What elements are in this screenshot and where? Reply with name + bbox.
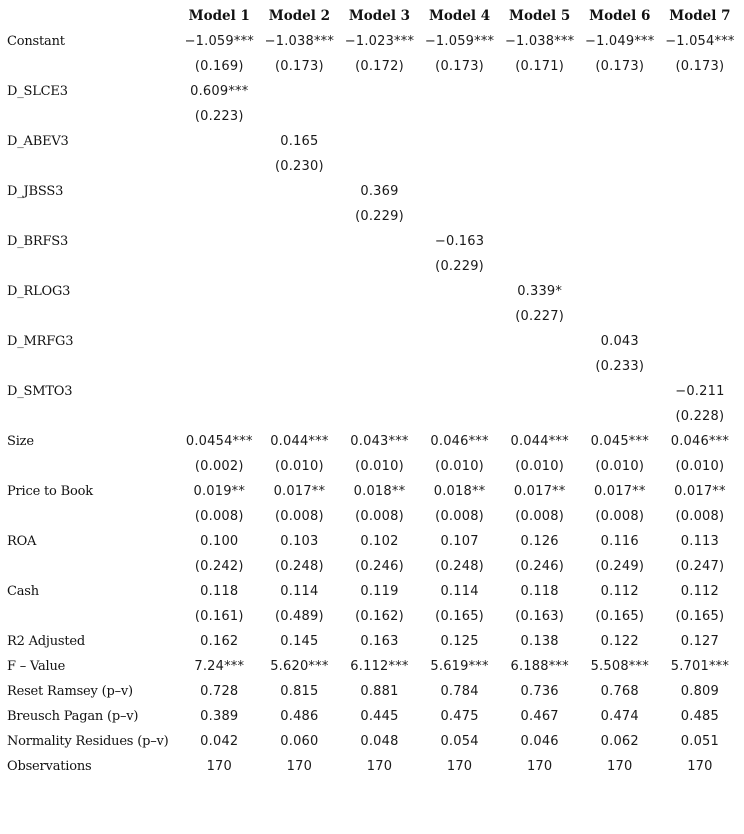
std-error-cell	[259, 204, 339, 229]
coefficient-cell	[179, 129, 259, 154]
coefficient-cell	[500, 129, 580, 154]
table-row	[0, 79, 740, 104]
std-error-cell	[339, 304, 419, 329]
coefficient-cell	[660, 229, 740, 254]
row-label	[0, 354, 179, 379]
coefficient-cell: 0.815	[280, 684, 319, 699]
std-error-cell	[500, 354, 580, 379]
std-error-cell	[420, 204, 500, 229]
std-error-cell: (0.008)	[515, 509, 565, 524]
coefficient-cell: 0.474	[600, 709, 639, 724]
coefficient-cell: 0.467	[520, 709, 559, 724]
std-error-cell: (0.228)	[675, 409, 725, 424]
coefficient-cell: 0.122	[600, 634, 639, 649]
coefficient-cell: 0.116	[600, 534, 639, 549]
coefficient-cell: 0.114	[440, 584, 479, 599]
std-error-cell	[179, 304, 259, 329]
table-row	[0, 379, 740, 404]
coefficient-cell: 0.389	[200, 709, 239, 724]
coefficient-cell	[179, 329, 259, 354]
std-error-cell: (0.008)	[595, 509, 645, 524]
table-row	[0, 679, 740, 704]
coefficient-cell: 0.339*	[517, 284, 563, 299]
header-model-7: Model 7	[669, 8, 731, 24]
coefficient-cell: 0.107	[440, 534, 479, 549]
std-error-cell	[580, 254, 660, 279]
std-error-cell	[420, 104, 500, 129]
std-error-cell	[500, 204, 580, 229]
coefficient-cell: 0.018**	[353, 484, 406, 499]
row-label: D_JBSS3	[7, 184, 64, 199]
row-label: ROA	[7, 534, 37, 549]
std-error-cell: (0.229)	[435, 259, 484, 274]
coefficient-cell: 0.018**	[433, 484, 486, 499]
coefficient-cell: 0.145	[280, 634, 319, 649]
coefficient-cell	[259, 279, 339, 304]
coefficient-cell: 0.881	[360, 684, 399, 699]
std-error-cell: (0.010)	[595, 459, 645, 474]
coefficient-cell: 0.017**	[513, 484, 566, 499]
header-model-1: Model 1	[188, 8, 250, 24]
coefficient-cell: 0.103	[280, 534, 319, 549]
row-label	[0, 104, 179, 129]
std-error-cell: (0.173)	[595, 59, 645, 74]
coefficient-cell: 0.445	[360, 709, 399, 724]
coefficient-cell: 0.043	[600, 334, 639, 349]
coefficient-cell: −1.038***	[504, 34, 575, 49]
coefficient-cell	[500, 329, 580, 354]
row-label: D_SLCE3	[7, 84, 68, 99]
std-error-cell	[179, 154, 259, 179]
std-error-cell	[660, 254, 740, 279]
std-error-cell: (0.246)	[355, 559, 404, 574]
coefficient-cell: 0.112	[680, 584, 719, 599]
coefficient-cell	[580, 379, 660, 404]
coefficient-cell: 0.119	[360, 584, 399, 599]
row-label: F – Value	[7, 659, 66, 674]
header-model-5: Model 5	[509, 8, 571, 24]
std-error-cell: (0.248)	[274, 559, 324, 574]
table-row-std-error	[0, 54, 740, 79]
std-error-cell: (0.010)	[274, 459, 324, 474]
coefficient-cell: 170	[607, 759, 633, 774]
std-error-cell	[500, 154, 580, 179]
std-error-cell	[420, 354, 500, 379]
table-row	[0, 479, 740, 504]
coefficient-cell: 0.042	[200, 734, 239, 749]
std-error-cell: (0.173)	[274, 59, 324, 74]
coefficient-cell	[179, 379, 259, 404]
std-error-cell: (0.008)	[675, 509, 725, 524]
std-error-cell	[339, 154, 419, 179]
coefficient-cell: 0.118	[200, 584, 239, 599]
std-error-cell: (0.247)	[675, 559, 725, 574]
std-error-cell	[500, 104, 580, 129]
table-row	[0, 429, 740, 454]
coefficient-cell: 0.475	[440, 709, 479, 724]
coefficient-cell	[259, 79, 339, 104]
row-label: Size	[7, 434, 34, 449]
table-row-std-error	[0, 604, 740, 629]
coefficient-cell: 5.619***	[430, 659, 489, 674]
row-label: Observations	[7, 759, 92, 774]
coefficient-cell	[660, 79, 740, 104]
header-model-4: Model 4	[428, 8, 491, 24]
coefficient-cell	[339, 79, 419, 104]
table-row	[0, 179, 740, 204]
coefficient-cell: 0.125	[440, 634, 479, 649]
std-error-cell	[660, 304, 740, 329]
std-error-cell	[580, 304, 660, 329]
table-row-std-error	[0, 404, 740, 429]
header-model-6: Model 6	[589, 8, 651, 24]
header-model-2: Model 2	[268, 8, 330, 24]
row-label: Breusch Pagan (p–v)	[7, 709, 139, 724]
table-row-std-error	[0, 304, 740, 329]
row-label	[0, 304, 179, 329]
std-error-cell: (0.002)	[194, 459, 244, 474]
table-row-std-error	[0, 254, 740, 279]
table-row	[0, 654, 740, 679]
std-error-cell	[259, 304, 339, 329]
std-error-cell: (0.227)	[515, 309, 565, 324]
coefficient-cell	[580, 179, 660, 204]
coefficient-cell	[660, 279, 740, 304]
std-error-cell: (0.008)	[435, 509, 484, 524]
coefficient-cell: −1.023***	[344, 34, 415, 49]
coefficient-cell: 0.017**	[273, 484, 326, 499]
coefficient-cell: 0.060	[280, 734, 319, 749]
coefficient-cell: 0.046***	[430, 434, 489, 449]
std-error-cell: (0.162)	[355, 609, 404, 624]
coefficient-cell: 0.019**	[193, 484, 246, 499]
table-row	[0, 29, 740, 54]
coefficient-cell: 0.728	[200, 684, 239, 699]
coefficient-cell: 0.486	[280, 709, 319, 724]
coefficient-cell: 6.188***	[510, 659, 569, 674]
std-error-cell: (0.161)	[194, 609, 244, 624]
coefficient-cell	[580, 279, 660, 304]
std-error-cell	[580, 204, 660, 229]
coefficient-cell	[179, 229, 259, 254]
std-error-cell	[580, 154, 660, 179]
std-error-cell: (0.173)	[675, 59, 725, 74]
coefficient-cell: 6.112***	[350, 659, 409, 674]
std-error-cell	[420, 154, 500, 179]
std-error-cell	[179, 354, 259, 379]
coefficient-cell: −1.038***	[264, 34, 335, 49]
coefficient-cell: 0.162	[200, 634, 239, 649]
coefficient-cell	[339, 229, 419, 254]
coefficient-cell	[420, 329, 500, 354]
row-label: R2 Adjusted	[7, 634, 86, 649]
table-row	[0, 729, 740, 754]
table-row	[0, 754, 740, 779]
std-error-cell	[339, 254, 419, 279]
row-label	[0, 404, 179, 429]
coefficient-cell: 0.062	[600, 734, 639, 749]
coefficient-cell	[420, 279, 500, 304]
std-error-cell	[580, 404, 660, 429]
std-error-cell	[660, 104, 740, 129]
row-label	[0, 54, 179, 79]
table-row-std-error	[0, 154, 740, 179]
table-header	[0, 4, 740, 29]
std-error-cell: (0.010)	[435, 459, 484, 474]
std-error-cell: (0.173)	[435, 59, 484, 74]
std-error-cell: (0.165)	[595, 609, 645, 624]
row-label	[0, 254, 179, 279]
coefficient-cell: 5.508***	[590, 659, 649, 674]
coefficient-cell	[500, 179, 580, 204]
std-error-cell	[339, 354, 419, 379]
coefficient-cell	[580, 129, 660, 154]
coefficient-cell	[500, 229, 580, 254]
std-error-cell	[500, 254, 580, 279]
table-row-std-error	[0, 554, 740, 579]
coefficient-cell: 170	[286, 759, 313, 774]
coefficient-cell	[500, 379, 580, 404]
coefficient-cell: −1.049***	[585, 34, 655, 49]
std-error-cell: (0.223)	[194, 109, 244, 124]
coefficient-cell: 0.046	[520, 734, 559, 749]
regression-results-table	[0, 4, 740, 779]
coefficient-cell: 0.102	[360, 534, 399, 549]
coefficient-cell: 5.620***	[270, 659, 329, 674]
table-row-std-error	[0, 504, 740, 529]
std-error-cell	[259, 104, 339, 129]
row-label: D_SMTO3	[7, 384, 73, 399]
std-error-cell: (0.171)	[515, 59, 565, 74]
std-error-cell	[179, 204, 259, 229]
header-row	[0, 4, 740, 29]
coefficient-cell	[580, 229, 660, 254]
coefficient-cell	[660, 179, 740, 204]
std-error-cell: (0.165)	[435, 609, 484, 624]
row-label	[0, 604, 179, 629]
std-error-cell	[259, 354, 339, 379]
coefficient-cell	[580, 79, 660, 104]
coefficient-cell: 0.163	[360, 634, 399, 649]
table-body	[0, 29, 740, 779]
std-error-cell	[660, 354, 740, 379]
std-error-cell: (0.169)	[194, 59, 244, 74]
coefficient-cell: 0.138	[520, 634, 559, 649]
table-row-std-error	[0, 454, 740, 479]
std-error-cell: (0.165)	[675, 609, 725, 624]
coefficient-cell: 170	[526, 759, 553, 774]
coefficient-cell	[660, 329, 740, 354]
coefficient-cell: 7.24***	[194, 659, 245, 674]
std-error-cell: (0.248)	[435, 559, 484, 574]
coefficient-cell: 0.127	[680, 634, 719, 649]
std-error-cell	[420, 304, 500, 329]
coefficient-cell: 0.044***	[510, 434, 569, 449]
table-row	[0, 579, 740, 604]
table-row	[0, 529, 740, 554]
table-row	[0, 629, 740, 654]
coefficient-cell	[660, 129, 740, 154]
row-label: Cash	[7, 584, 39, 599]
table-row-std-error	[0, 104, 740, 129]
row-label: D_ABEV3	[7, 134, 69, 149]
std-error-cell	[259, 254, 339, 279]
coefficient-cell: 0.369	[360, 184, 399, 199]
coefficient-cell	[179, 179, 259, 204]
std-error-cell: (0.008)	[194, 509, 244, 524]
coefficient-cell: 0.112	[600, 584, 639, 599]
coefficient-cell: 0.017**	[593, 484, 646, 499]
coefficient-cell: 0.768	[600, 684, 639, 699]
coefficient-cell: 0.114	[280, 584, 319, 599]
coefficient-cell: −1.059***	[184, 34, 254, 49]
std-error-cell	[179, 404, 259, 429]
table-row-std-error	[0, 354, 740, 379]
std-error-cell: (0.229)	[355, 209, 404, 224]
row-label: Price to Book	[7, 484, 93, 499]
coefficient-cell	[420, 179, 500, 204]
std-error-cell	[259, 404, 339, 429]
std-error-cell: (0.249)	[595, 559, 645, 574]
std-error-cell	[420, 404, 500, 429]
coefficient-cell: 170	[206, 759, 232, 774]
coefficient-cell	[420, 79, 500, 104]
std-error-cell: (0.489)	[274, 609, 324, 624]
table-row	[0, 279, 740, 304]
coefficient-cell	[500, 79, 580, 104]
coefficient-cell: 0.044***	[270, 434, 329, 449]
coefficient-cell: 0.0454***	[185, 434, 253, 449]
coefficient-cell	[259, 229, 339, 254]
coefficient-cell: 0.113	[680, 534, 719, 549]
coefficient-cell: 0.043***	[350, 434, 409, 449]
coefficient-cell: 0.017**	[674, 484, 726, 499]
row-label	[0, 504, 179, 529]
coefficient-cell	[420, 129, 500, 154]
coefficient-cell: 0.118	[520, 584, 559, 599]
coefficient-cell: 0.784	[440, 684, 479, 699]
std-error-cell	[500, 404, 580, 429]
std-error-cell: (0.246)	[515, 559, 565, 574]
coefficient-cell	[420, 379, 500, 404]
coefficient-cell: 0.045***	[590, 434, 649, 449]
std-error-cell	[179, 254, 259, 279]
coefficient-cell: −1.059***	[424, 34, 495, 49]
coefficient-cell: 170	[366, 759, 393, 774]
table-row	[0, 704, 740, 729]
coefficient-cell: 0.485	[680, 709, 719, 724]
table-row	[0, 129, 740, 154]
coefficient-cell	[179, 279, 259, 304]
coefficient-cell: −1.054***	[665, 34, 735, 49]
header-label-column	[0, 4, 179, 29]
row-label: D_RLOG3	[7, 284, 71, 299]
std-error-cell: (0.230)	[274, 159, 324, 174]
coefficient-cell	[259, 329, 339, 354]
coefficient-cell	[259, 179, 339, 204]
coefficient-cell: 170	[446, 759, 473, 774]
std-error-cell: (0.010)	[355, 459, 404, 474]
row-label: Reset Ramsey (p–v)	[7, 684, 133, 699]
coefficient-cell	[259, 379, 339, 404]
std-error-cell	[580, 104, 660, 129]
std-error-cell: (0.172)	[355, 59, 404, 74]
coefficient-cell: 170	[687, 759, 713, 774]
coefficient-cell: 0.051	[680, 734, 719, 749]
row-label	[0, 454, 179, 479]
coefficient-cell: 5.701***	[670, 659, 730, 674]
coefficient-cell: −0.163	[434, 234, 485, 249]
std-error-cell: (0.242)	[194, 559, 244, 574]
table-row	[0, 329, 740, 354]
std-error-cell: (0.008)	[355, 509, 404, 524]
std-error-cell: (0.010)	[675, 459, 725, 474]
row-label	[0, 204, 179, 229]
row-label: D_BRFS3	[7, 234, 69, 249]
table-row	[0, 229, 740, 254]
header-model-3: Model 3	[348, 8, 411, 24]
std-error-cell: (0.163)	[515, 609, 565, 624]
coefficient-cell	[339, 129, 419, 154]
std-error-cell: (0.008)	[274, 509, 324, 524]
row-label: Normality Residues (p–v)	[7, 734, 169, 749]
coefficient-cell: 0.048	[360, 734, 399, 749]
coefficient-cell: −0.211	[675, 384, 725, 399]
std-error-cell: (0.010)	[515, 459, 565, 474]
coefficient-cell	[339, 329, 419, 354]
std-error-cell	[339, 404, 419, 429]
row-label	[0, 554, 179, 579]
coefficient-cell: 0.809	[680, 684, 719, 699]
std-error-cell: (0.233)	[595, 359, 645, 374]
row-label	[0, 154, 179, 179]
std-error-cell	[660, 204, 740, 229]
coefficient-cell	[339, 379, 419, 404]
table-row-std-error	[0, 204, 740, 229]
coefficient-cell: 0.126	[520, 534, 559, 549]
coefficient-cell: 0.165	[280, 134, 319, 149]
row-label: Constant	[7, 34, 65, 49]
coefficient-cell: 0.046***	[670, 434, 730, 449]
coefficient-cell: 0.100	[200, 534, 239, 549]
std-error-cell	[339, 104, 419, 129]
coefficient-cell: 0.736	[520, 684, 559, 699]
coefficient-cell	[339, 279, 419, 304]
coefficient-cell: 0.054	[440, 734, 479, 749]
std-error-cell	[660, 154, 740, 179]
coefficient-cell: 0.609***	[190, 84, 249, 99]
row-label: D_MRFG3	[7, 334, 74, 349]
